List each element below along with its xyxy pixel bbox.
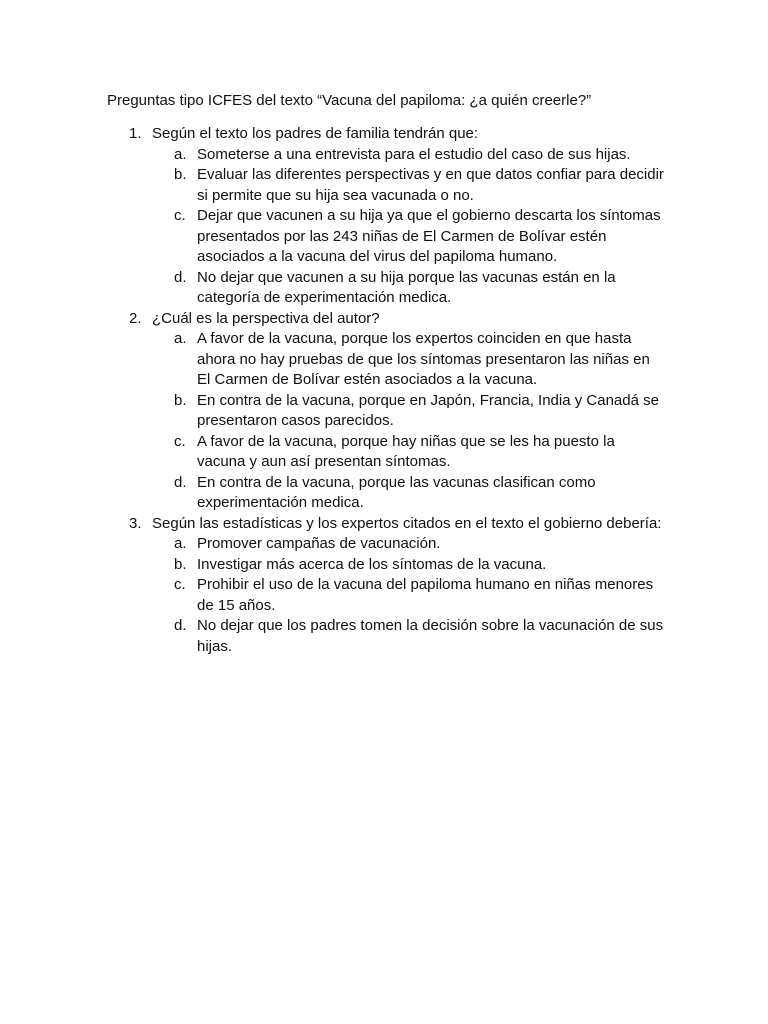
document-title: Preguntas tipo ICFES del texto “Vacuna del papiloma: ¿a quién creerle?” [107,92,592,109]
option-letter: a. [174,330,187,347]
option-letter: d. [174,617,187,634]
option-1d [152,268,667,309]
question-number: 1. [129,125,142,142]
option-3b [152,555,667,576]
option-3c [152,575,667,616]
option-text: En contra de la vacuna, porque en Japón, Francia, India y Canadá se presentaron casos parecidos. [197,391,659,429]
option-text: No dejar que los padres tomen la decisión sobre la vacunación de sus hijas. [197,617,664,655]
question-text: Según las estadísticas y los expertos citados en el texto el gobierno debería: [152,514,662,532]
option-text: En contra de la vacuna, porque las vacunas clasifican como experimentación medica. [197,473,596,511]
option-letter: b. [174,166,187,183]
option-letter: b. [174,391,187,409]
question-number: 3. [129,514,142,532]
option-text: No dejar que vacunen a su hija porque las vacunas están en la categoría de experimentación medica. [197,268,616,306]
option-2d [152,473,667,514]
option-letter: c. [174,432,186,450]
option-letter: d. [174,268,187,286]
option-3d [152,616,667,657]
option-letter: a. [174,535,187,552]
option-text: Dejar que vacunen a su hija ya que el gobierno descarta los síntomas presentados por las 243 niñas de El Carmen de Bolívar estén asociados a la vacuna del virus del papiloma humano. [197,207,661,265]
option-1b [152,165,667,206]
option-letter: c. [174,576,186,593]
option-2c [152,432,667,473]
option-letter: a. [174,145,187,163]
option-text: Evaluar las diferentes perspectivas y en que datos confiar para decidir si permite que su hija sea vacunada o no. [197,166,664,204]
option-text: Promover campañas de vacunación. [197,535,441,552]
question-text: ¿Cuál es la perspectiva del autor? [152,309,380,327]
option-text: Someterse a una entrevista para el estudio del caso de sus hijas. [197,145,631,163]
option-1a [152,145,667,166]
option-2a [152,329,667,391]
question-1 [107,124,667,309]
question-text: Según el texto los padres de familia tendrán que: [152,125,479,142]
option-text: Prohibir el uso de la vacuna del papiloma humano en niñas menores de 15 años. [197,576,654,614]
option-text: A favor de la vacuna, porque los expertos coinciden en que hasta ahora no hay pruebas de que los síntomas presentaron las niñas en El Carmen de Bolívar estén asociados a la vacuna. [197,330,650,388]
option-list [152,534,667,657]
question-list [107,124,667,657]
option-text: Investigar más acerca de los síntomas de la vacuna. [197,555,547,573]
option-list [152,329,667,514]
option-letter: b. [174,555,187,573]
option-1c [152,206,667,268]
option-letter: d. [174,473,187,491]
option-list [152,145,667,309]
question-3 [107,514,667,658]
option-text: A favor de la vacuna, porque hay niñas que se les ha puesto la vacuna y aun así presentan síntomas. [197,432,615,470]
option-2b [152,391,667,432]
option-letter: c. [174,207,186,224]
option-3a [152,534,667,555]
question-2 [107,309,667,514]
question-number: 2. [129,309,142,327]
